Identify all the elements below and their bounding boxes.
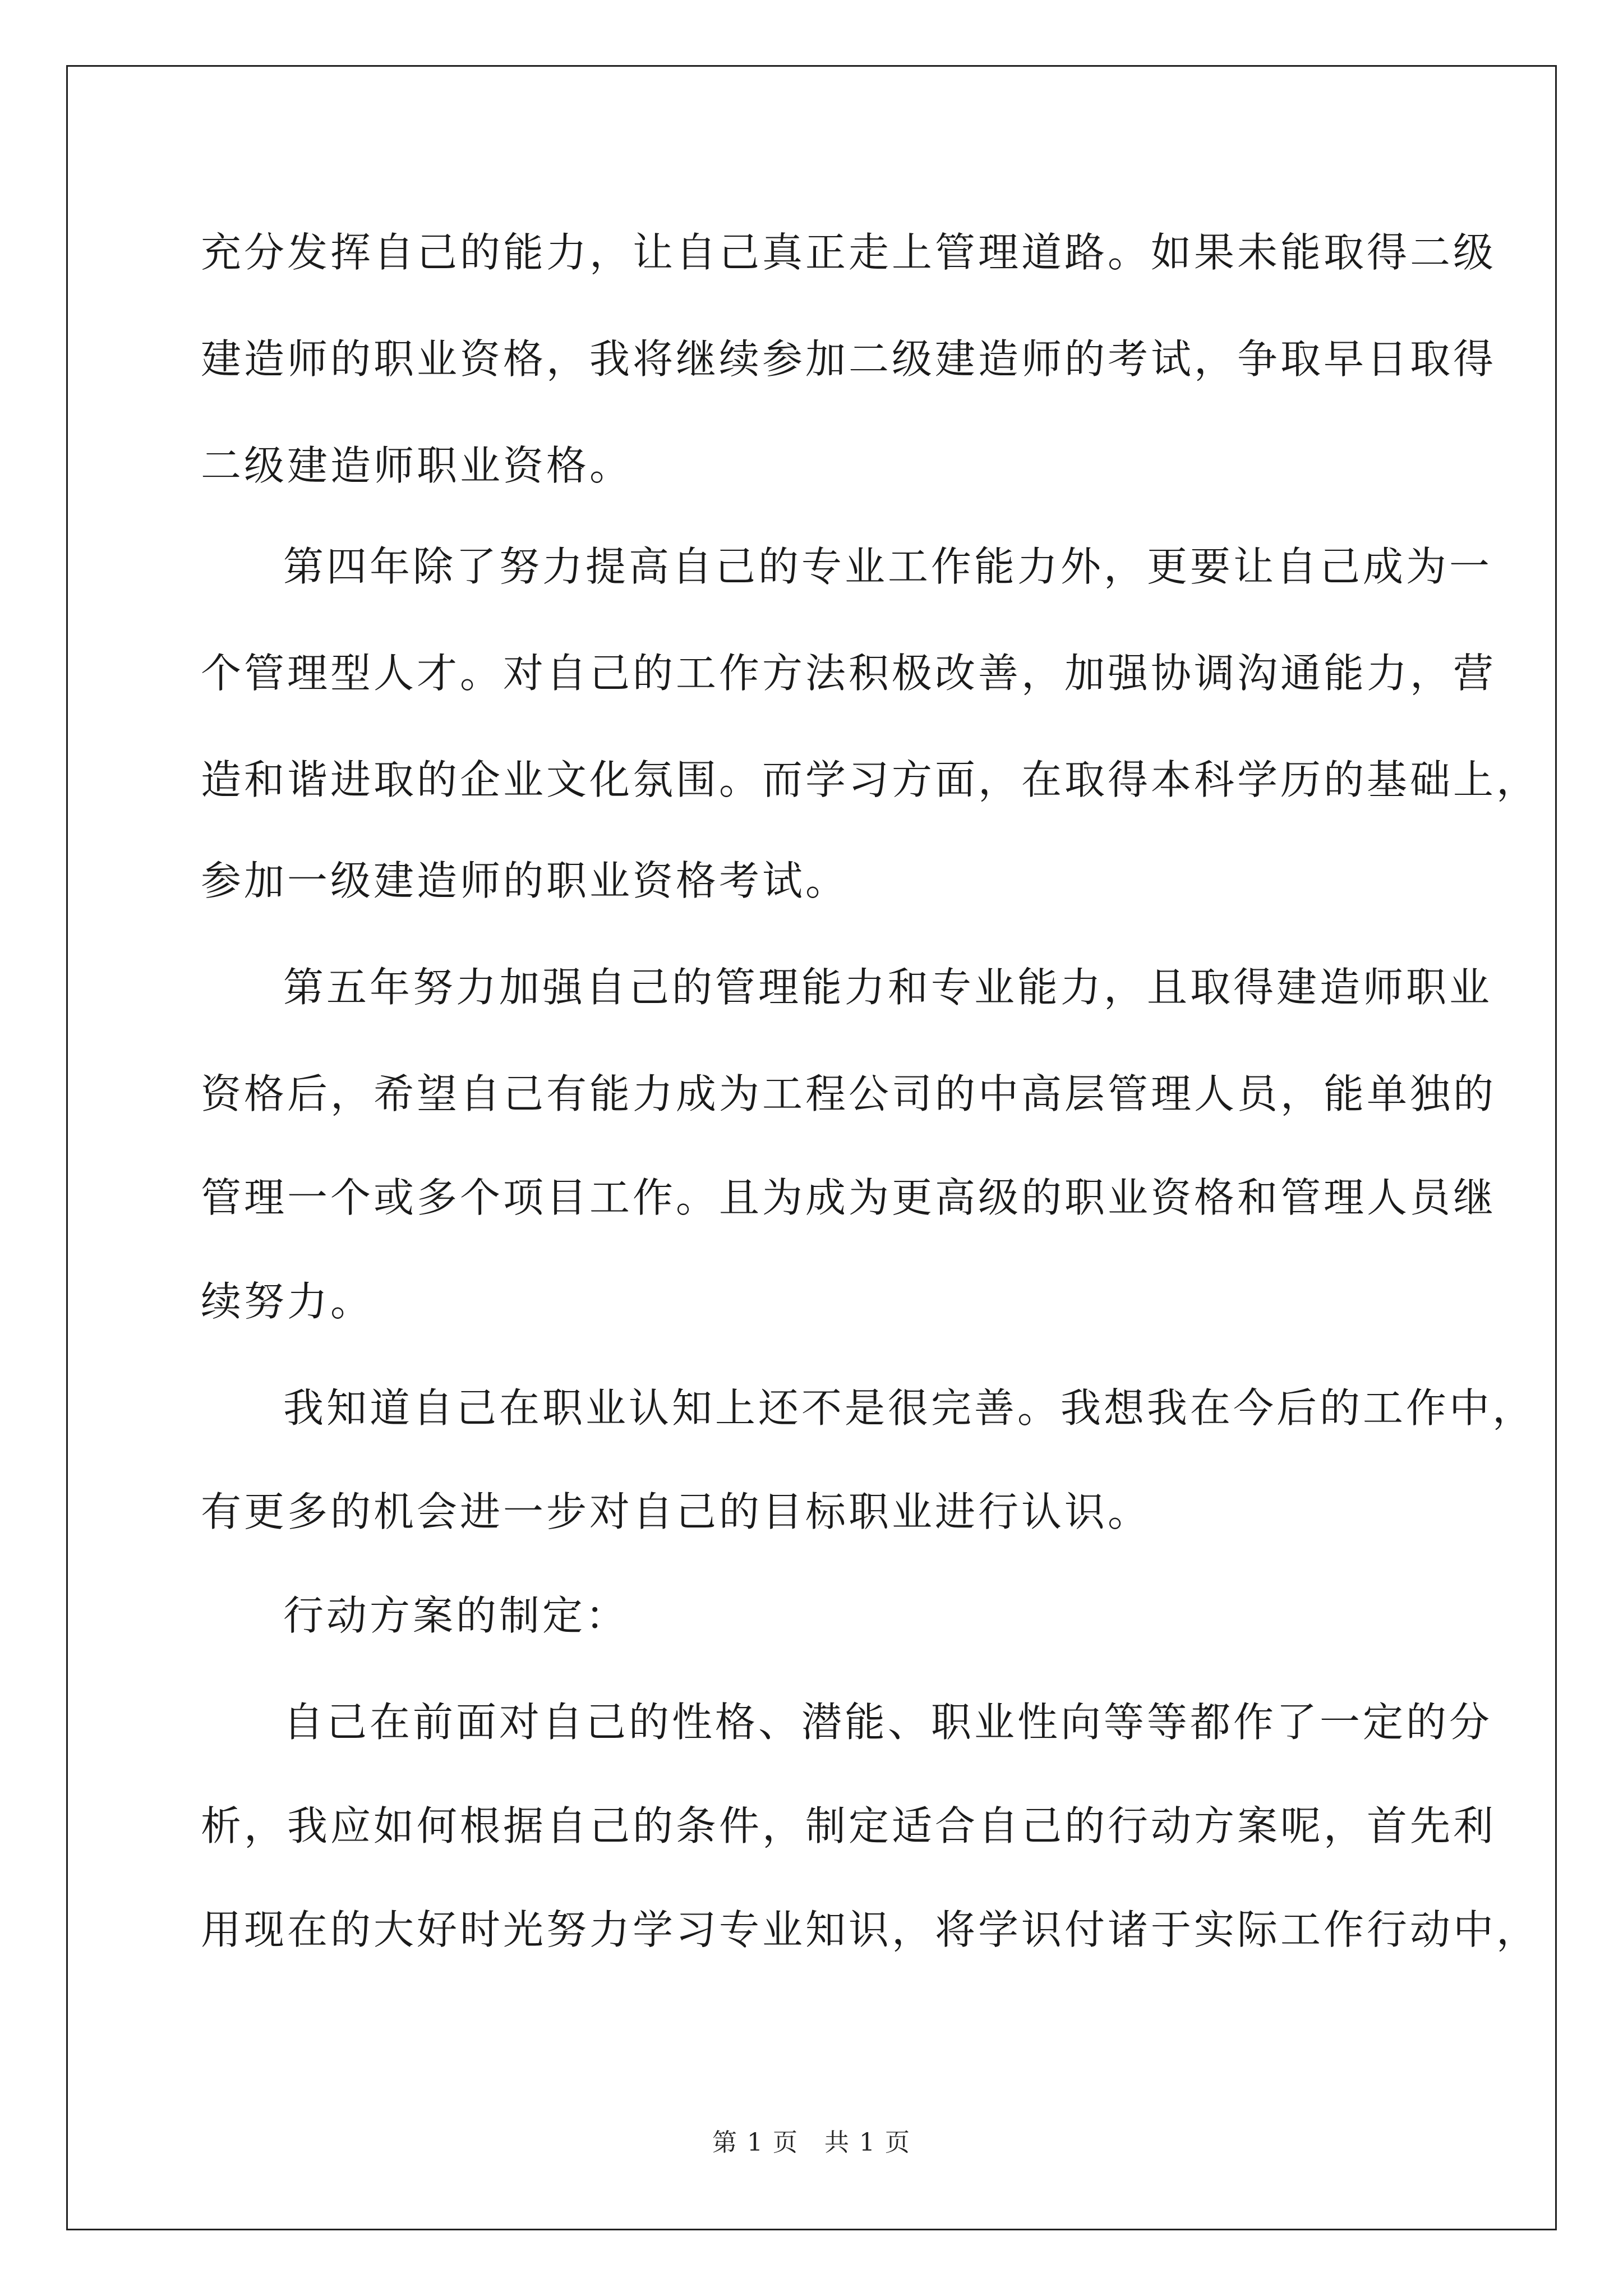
page-number-footer: 第 1 页 共 1 页: [712, 2128, 911, 2157]
paragraph-start-line: 第四年除了努力提高自己的专业工作能力外，更要让自己成为一: [283, 543, 1493, 590]
text-line: 续努力。: [201, 1278, 374, 1325]
text-line: 参加一级建造师的职业资格考试。: [201, 857, 849, 904]
paragraph-start-line: 第五年努力加强自己的管理能力和专业能力，且取得建造师职业: [283, 964, 1493, 1011]
text-line: 有更多的机会进一步对自己的目标职业进行认识。: [201, 1488, 1151, 1535]
text-line: 管理一个或多个项目工作。且为成为更高级的职业资格和管理人员继: [201, 1174, 1497, 1221]
text-line: 建造师的职业资格，我将继续参加二级建造师的考试，争取早日取得: [201, 335, 1497, 383]
paragraph-start-line: 行动方案的制定：: [283, 1592, 629, 1639]
paragraph-start-line: 自己在前面对自己的性格、潜能、职业性向等等都作了一定的分: [283, 1699, 1493, 1746]
text-line: 充分发挥自己的能力，让自己真正走上管理道路。如果未能取得二级: [201, 229, 1497, 276]
text-line: 造和谐进取的企业文化氛围。而学习方面，在取得本科学历的基础上，: [201, 756, 1540, 803]
paragraph-start-line: 我知道自己在职业认知上还不是很完善。我想我在今后的工作中，: [283, 1384, 1536, 1432]
text-line: 资格后，希望自己有能力成为工程公司的中高层管理人员，能单独的: [201, 1070, 1497, 1117]
text-line: 二级建造师职业资格。: [201, 442, 633, 489]
text-line: 析，我应如何根据自己的条件，制定适合自己的行动方案呢，首先利: [201, 1802, 1497, 1849]
text-line: 个管理型人才。对自己的工作方法积极改善，加强协调沟通能力，营: [201, 650, 1497, 697]
text-line: 用现在的大好时光努力学习专业知识，将学识付诸于实际工作行动中，: [201, 1906, 1540, 1953]
